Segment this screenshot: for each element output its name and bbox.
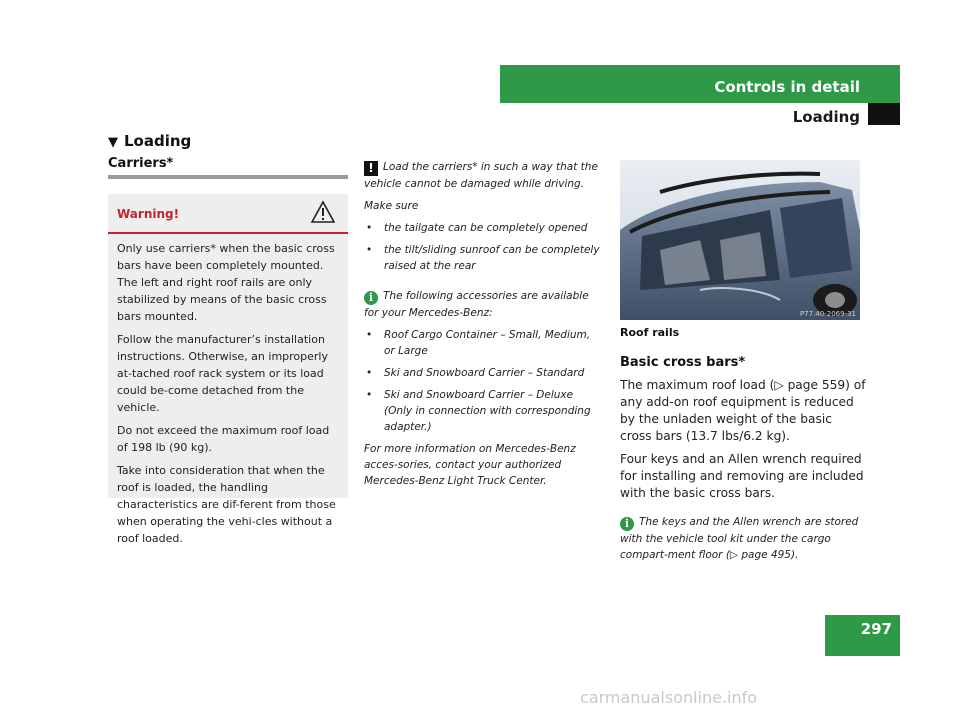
carriers-heading: Carriers*: [108, 156, 174, 171]
middle-column: [364, 159, 604, 495]
exclamation-icon: !: [364, 161, 378, 176]
chapter-title: Controls in detail: [714, 78, 860, 96]
warning-paragraph: Follow the manufacturer’s installation instructions. Otherwise, an improperly at-tached roof rack system or its load could be-come detached from the vehicle.: [117, 333, 328, 414]
watermark: carmanualsonline.info: [580, 688, 758, 707]
info-icon: i: [364, 291, 378, 305]
warning-paragraph: Take into consideration that when the roof is loaded, the handling characteristics are dif-ferent from those when operating the vehi-cles without a roof loaded.: [117, 464, 336, 545]
warning-paragraph: Do not exceed the maximum roof load of 198 lb (90 kg).: [117, 424, 330, 454]
section-title: Loading: [792, 108, 860, 126]
list-item: • the tailgate can be completely opened: [364, 220, 604, 236]
keys-info-note: [620, 514, 864, 563]
warning-text: [117, 240, 343, 553]
triangle-down-icon: ▼: [108, 135, 118, 150]
warning-paragraph: Only use carriers* when the basic cross bars have been completely mounted. The left and right roof rails are only stabilized by means of the basic cross bars mounted.: [117, 242, 335, 323]
roof-rails-photo: [620, 160, 860, 320]
list-item: • the tilt/sliding sunroof can be completely raised at the rear: [364, 242, 604, 274]
warning-rule: [108, 232, 348, 234]
make-sure-label: Make sure: [364, 200, 419, 212]
basic-cross-bars-text: [620, 377, 866, 508]
more-info-text: For more information on Mercedes-Benz acces-sories, contact your authorized Mercedes-Benz Light Truck Center.: [364, 443, 576, 487]
keys-info-text: The keys and the Allen wrench are stored with the vehicle tool kit under the cargo compart-ment floor (▷ page 495).: [620, 516, 859, 561]
list-item: • Ski and Snowboard Carrier – Deluxe (Only in connection with corresponding adapter.): [364, 387, 604, 435]
list-item: • Ski and Snowboard Carrier – Standard: [364, 365, 604, 381]
body-paragraph: Four keys and an Allen wrench required for installing and removing are included with the basic cross bars.: [620, 452, 864, 500]
list-item: • Roof Cargo Container – Small, Medium, or Large: [364, 327, 604, 359]
photo-code: P77.40-2069-31: [799, 310, 856, 318]
header-marker: [868, 103, 900, 125]
page-number: 297: [860, 620, 892, 638]
section-heading-text: Loading: [124, 132, 192, 150]
caution-note: [364, 159, 604, 192]
warning-triangle-icon: [311, 200, 335, 228]
info-note: [364, 288, 604, 321]
body-paragraph: The maximum roof load (▷ page 559) of any add-on roof equipment is reduced by the unladen weight of the basic cross bars (13.7 lbs/6.2 kg).: [620, 378, 866, 443]
warning-title: Warning!: [117, 207, 180, 221]
photo-caption: Roof rails: [620, 326, 680, 339]
basic-cross-bars-heading: Basic cross bars*: [620, 355, 746, 370]
carriers-rule: [108, 175, 348, 179]
caution-text: Load the carriers* in such a way that the vehicle cannot be damaged while driving.: [364, 161, 598, 190]
info-icon: i: [620, 517, 634, 531]
section-heading: [108, 132, 191, 150]
info-text: The following accessories are available for your Mercedes-Benz:: [364, 290, 589, 319]
